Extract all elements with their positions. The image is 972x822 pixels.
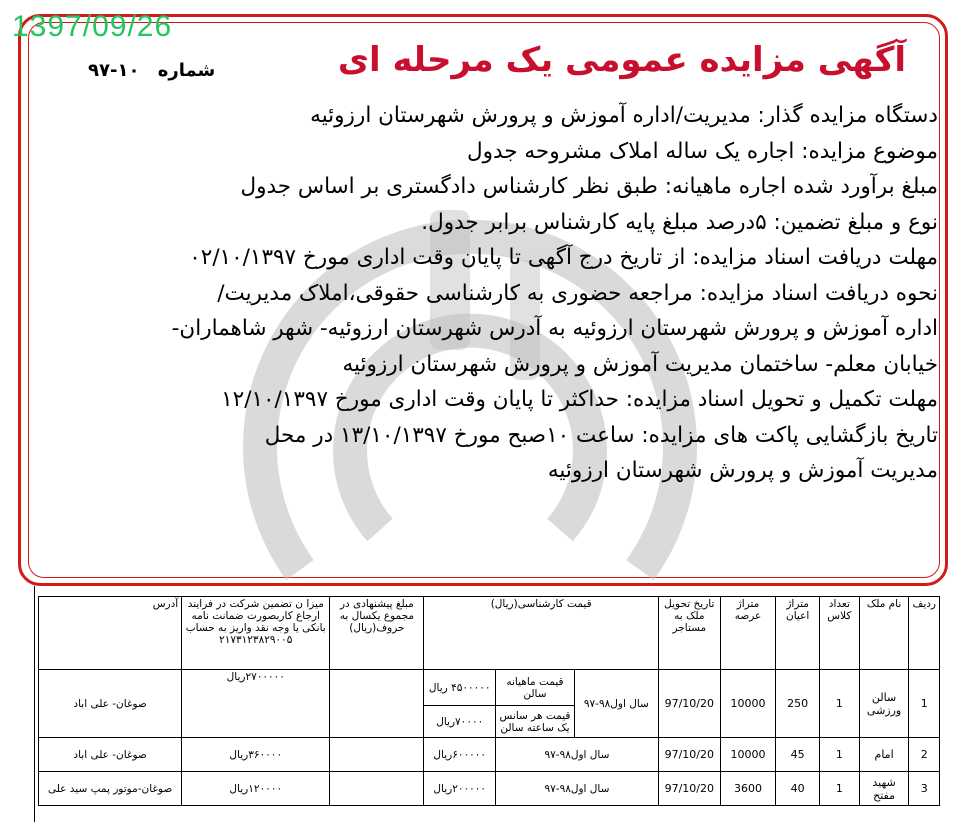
page-title: آگهی مزایده عمومی یک مرحله ای: [337, 40, 906, 80]
body-line-doc-method-3: خیابان معلم- ساختمان مدیریت آموزش و پرورش شهرستان ارزوئیه: [342, 351, 938, 377]
header-area-building: متراژ اعیان: [776, 597, 820, 670]
body-line-doc-method-2: اداره آموزش و پرورش شهرستان ارزوئیه به آدرس شهرستان ارزوئیه- شهر شاهماران-: [171, 316, 938, 341]
row-name: شهید مفتح: [859, 772, 909, 806]
row-guarantee: ۱۲۰۰۰۰ریال: [182, 772, 330, 806]
row-area-land: 10000: [720, 670, 776, 738]
row-sub1-value: ۴۵۰۰۰۰۰ ریال: [424, 670, 496, 706]
body-line-subject: موضوع مزایده: اجاره یک ساله املاک مشروحه جدول: [466, 138, 938, 164]
row-guarantee: ۳۶۰۰۰۰ریال: [182, 738, 330, 772]
date-stamp: 1397/09/26: [12, 10, 173, 43]
row-bid-amount: [330, 772, 424, 806]
body-line-doc-deadline: مهلت دریافت اسناد مزایده: از تاریخ درج آگهی تا پایان وقت اداری مورخ ۰۲/۱۰/۱۳۹۷: [189, 245, 938, 270]
body-line-opening: تاریخ بازگشایی پاکت های مزایده: ساعت ۱۰صبح مورخ ۱۳/۱۰/۱۳۹۷ در محل: [264, 422, 938, 448]
row-sub1-label: قیمت ماهیانه سالن: [496, 670, 575, 706]
announcement-number: [82, 60, 221, 81]
row-index: 1: [909, 670, 940, 738]
body-line-doc-method: نحوه دریافت اسناد مزایده: مراجعه حضوری به کارشناسی حقوقی،املاک مدیریت/: [217, 280, 938, 306]
left-margin-line: [34, 586, 35, 822]
row-bid-amount: [330, 738, 424, 772]
row-address: صوغان-موتور پمپ سید علی: [39, 772, 182, 806]
row-year: سال اول۹۸-۹۷: [574, 670, 658, 738]
row-name: سالن ورزشی: [859, 670, 909, 738]
body-line-submit-deadline: مهلت تکمیل و تحویل اسناد مزایده: حداکثر تا پایان وقت اداری مورخ ۱۲/۱۰/۱۳۹۷: [221, 387, 938, 412]
row-price: ۲۰۰۰۰۰ریال: [424, 772, 496, 806]
row-sub2-value: ۷۰۰۰۰ریال: [424, 706, 496, 738]
row-area-building: 250: [776, 670, 820, 738]
header-bid-amount: مبلغ پیشنهادی در مجموع یکسال به حروف(ریال): [330, 597, 424, 670]
header-row-index: ردیف: [909, 597, 940, 670]
row-guarantee: ۲۷۰۰۰۰۰ریال: [182, 670, 330, 738]
body-line-guarantee: نوع و مبلغ تضمین: ۵درصد مبلغ پایه کارشناس برابر جدول.: [421, 209, 938, 235]
row-classes: 1: [819, 738, 859, 772]
row-index: 3: [909, 772, 940, 806]
table-row: [39, 670, 940, 706]
row-address: صوغان- علی اباد: [39, 670, 182, 738]
row-delivery: 97/10/20: [658, 738, 720, 772]
row-name: امام: [859, 738, 909, 772]
row-area-building: 40: [776, 772, 820, 806]
header-area-land: متراژ عرصه: [720, 597, 776, 670]
number-label: شماره: [157, 60, 216, 81]
table-header-row: [39, 597, 940, 670]
header-classes: تعداد کلاس: [819, 597, 859, 670]
row-area-land: 3600: [720, 772, 776, 806]
row-classes: 1: [819, 772, 859, 806]
body-line-organizer: دستگاه مزایده گذار: مدیریت/اداره آموزش و پرورش شهرستان ارزوئیه: [310, 103, 938, 128]
body-line-estimate: مبلغ برآورد شده اجاره ماهیانه: طبق نظر کارشناس دادگستری بر اساس جدول: [240, 174, 938, 199]
row-sub2-label: قیمت هر سانس یک ساعته سالن: [496, 706, 575, 738]
row-area-land: 10000: [720, 738, 776, 772]
table-row: [39, 772, 940, 806]
number-value: ۱۰-۹۷: [88, 60, 140, 81]
body-line-opening-place: مدیریت آموزش و پرورش شهرستان ارزوئیه: [547, 458, 938, 483]
row-price: ۶۰۰۰۰۰ریال: [424, 738, 496, 772]
header-address: آدرس: [39, 597, 182, 670]
header-name: نام ملک: [859, 597, 909, 670]
row-bid-amount: [330, 670, 424, 738]
row-classes: 1: [819, 670, 859, 738]
row-delivery: 97/10/20: [658, 670, 720, 738]
row-year: سال اول۹۸-۹۷: [496, 772, 659, 806]
announcement-body: [38, 98, 938, 489]
row-delivery: 97/10/20: [658, 772, 720, 806]
property-table: [38, 596, 940, 806]
row-year: سال اول۹۸-۹۷: [496, 738, 659, 772]
header-guarantee: میزا ن تضمین شرکت در فرایند ارجاع کاربصورت ضمانت نامه بانکی یا وجه نقد واریز به حساب ۲۱۷۳۱۲۳۸۲۹۰۰۵: [182, 597, 330, 670]
row-address: صوغان- علی اباد: [39, 738, 182, 772]
row-area-building: 45: [776, 738, 820, 772]
header-expert-price: قیمت کارشناسی(ریال): [424, 597, 658, 670]
header-delivery: تاریخ تحویل ملک به مستاجر: [658, 597, 720, 670]
table-row: [39, 738, 940, 772]
row-index: 2: [909, 738, 940, 772]
